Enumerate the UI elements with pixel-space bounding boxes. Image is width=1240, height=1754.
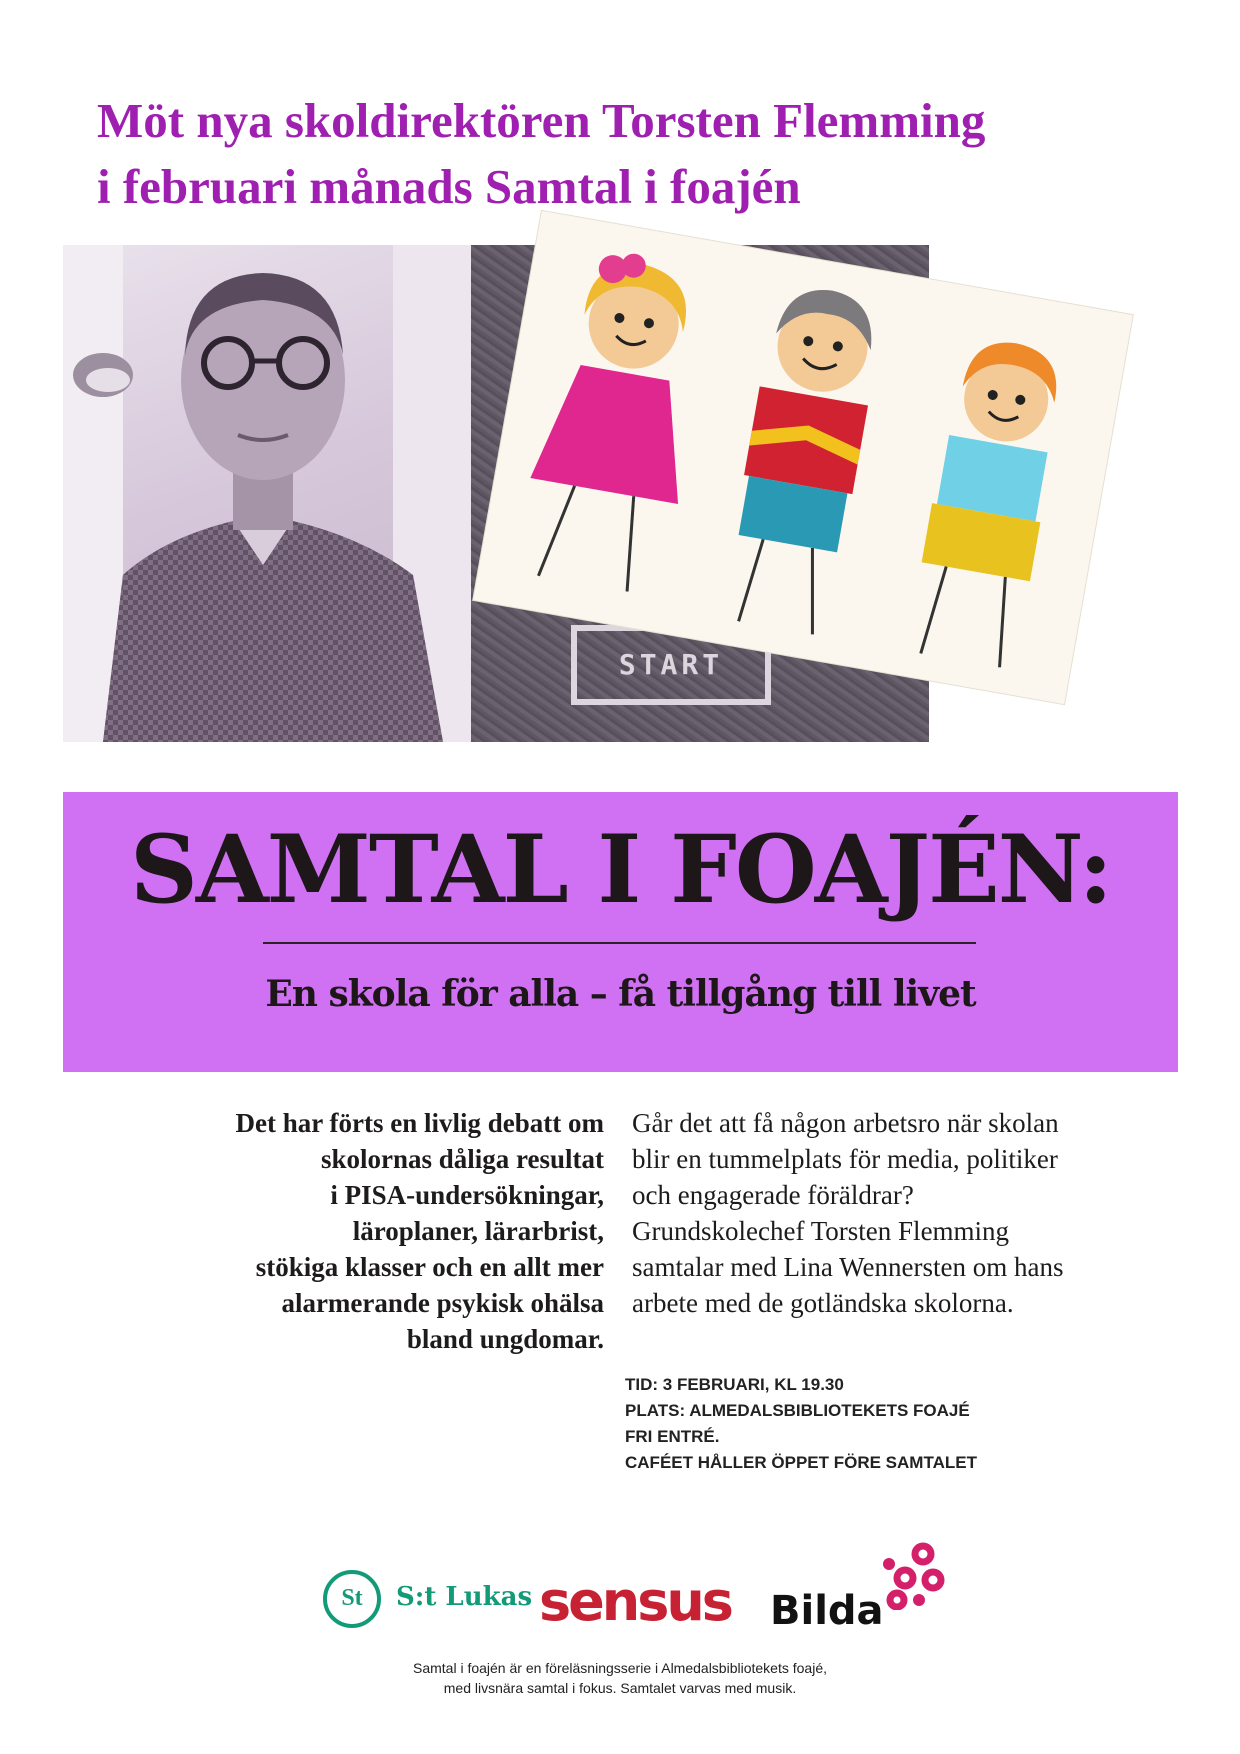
photo-collage (63, 245, 1134, 750)
headline-line-1: Möt nya skoldirektören Torsten Flemming (97, 93, 986, 148)
intro-left-line: bland ungdomar. (406, 1324, 604, 1354)
footer-line-2: med livsnära samtal i fokus. Samtalet varvas med musik. (443, 1680, 797, 1696)
title-band (63, 792, 1178, 1072)
intro-left-line: i PISA-undersökningar, (330, 1180, 604, 1210)
intro-right-line: arbete med de gotländska skolorna. (632, 1288, 1014, 1318)
portrait-illustration (63, 245, 471, 742)
title-divider (263, 942, 976, 944)
stlukas-name: S:t Lukas (396, 1582, 533, 1612)
event-place: PLATS: ALMEDALSBIBLIOTEKETS FOAJÉ (625, 1401, 970, 1420)
headline-line-2: i februari månads Samtal i foajén (97, 159, 801, 214)
footer-note (320, 1658, 920, 1698)
event-cafe: CAFÉET HÅLLER ÖPPET FÖRE SAMTALET (625, 1453, 977, 1472)
intro-left-line: skolornas dåliga resultat (320, 1144, 604, 1174)
intro-left-line: alarmerande psykisk ohälsa (281, 1288, 604, 1318)
intro-right-line: och engagerade föräldrar? (632, 1180, 914, 1210)
intro-right-column (632, 1105, 1172, 1321)
event-entry: FRI ENTRÉ. (625, 1427, 720, 1446)
intro-right-line: blir en tummelplats för media, politiker (632, 1144, 1058, 1174)
event-series-title: SAMTAL I FOAJÉN: (129, 815, 1112, 925)
intro-left-line: stökiga klasser och en allt mer (255, 1252, 604, 1282)
footer-line-1: Samtal i foajén är en föreläsningsserie i Almedalsbibliotekets foajé, (412, 1660, 827, 1676)
stlukas-mark: St (341, 1585, 363, 1611)
intro-right-line: samtalar med Lina Wennersten om hans (632, 1252, 1064, 1282)
portrait-photo (63, 245, 471, 742)
sensus-logo: sensus (539, 1570, 731, 1633)
intro-left-line: Det har förts en livlig debatt om (235, 1108, 604, 1138)
bilda-molecule-icon (875, 1540, 945, 1610)
intro-left-column (90, 1105, 604, 1357)
bilda-logo: Bilda (770, 1588, 884, 1634)
intro-right-line: Går det att få någon arbetsro när skolan (632, 1108, 1059, 1138)
start-marking: START (571, 625, 771, 705)
headline (97, 88, 1157, 220)
intro-left-line: läroplaner, lärarbrist, (352, 1216, 604, 1246)
event-time: TID: 3 FEBRUARI, KL 19.30 (625, 1375, 844, 1394)
event-details (625, 1372, 1185, 1476)
intro-right-line: Grundskolechef Torsten Flemming (632, 1216, 1010, 1246)
event-subtitle: En skola för alla – få tillgång till livet (265, 973, 976, 1015)
